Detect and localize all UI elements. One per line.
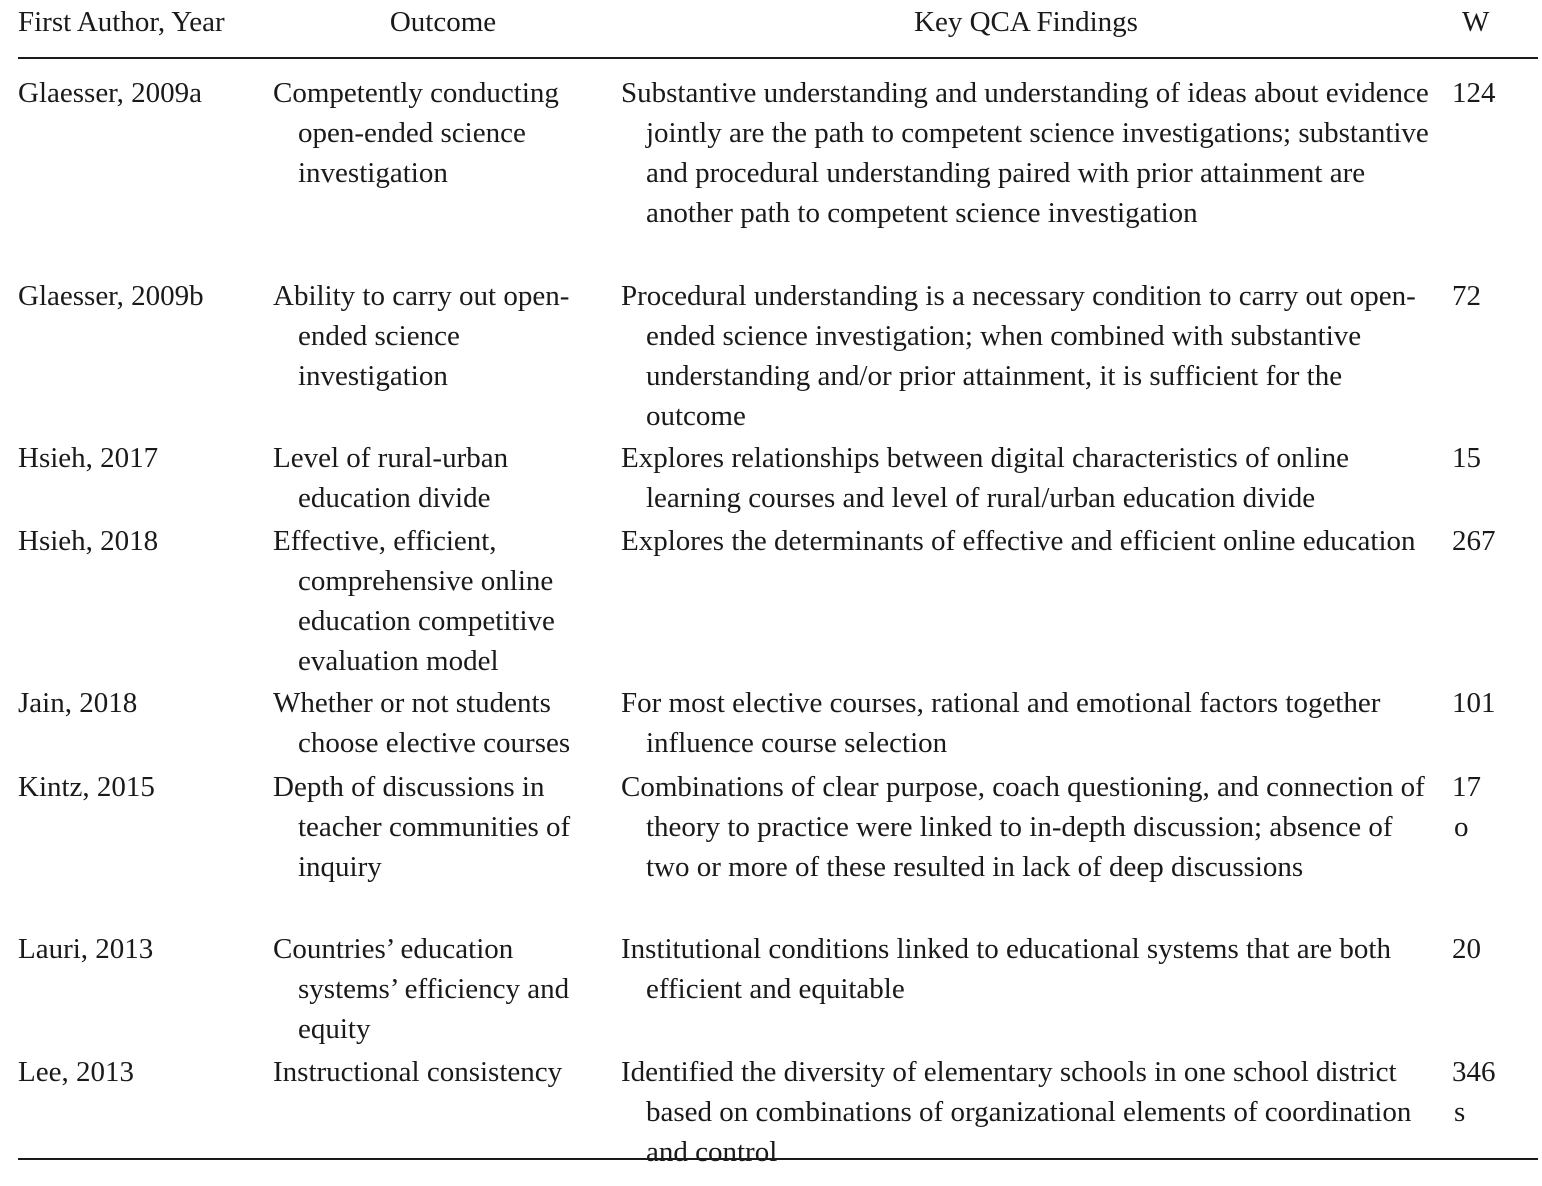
cell-findings: Identified the diversity of elementary schools in one school district based on combinations of organizational elements of coordination and control <box>621 1056 1412 1168</box>
cell-findings: Procedural understanding is a necessary condition to carry out open-ended science investigation; when combined with substantive understanding and/or prior attainment, it is sufficient for the outcome <box>621 280 1416 432</box>
cell-w-value: 17 <box>1452 771 1481 803</box>
table-row <box>18 438 1538 518</box>
cell-author: Jain, 2018 <box>18 687 138 719</box>
cell-w <box>1452 521 1542 561</box>
table-row <box>18 521 1538 681</box>
cell-author: Kintz, 2015 <box>18 771 155 803</box>
cell-findings: Explores relationships between digital characteristics of online learning courses and level of rural/urban education divide <box>621 442 1349 514</box>
cell-author: Hsieh, 2017 <box>18 442 159 474</box>
cell-outcome: Level of rural-urban education divide <box>273 442 509 514</box>
cell-findings: For most elective courses, rational and emotional factors together influence course selection <box>621 687 1381 759</box>
header-outcome: Outcome <box>389 6 497 38</box>
cell-w-value: 124 <box>1452 77 1496 109</box>
cell-w <box>1452 929 1542 969</box>
table-bottom-rule <box>18 1158 1538 1160</box>
table-row <box>18 1052 1538 1172</box>
cell-w <box>1452 767 1542 847</box>
cell-w-value: 101 <box>1452 687 1496 719</box>
table-row <box>18 73 1538 273</box>
header-w-truncated: W <box>1462 6 1490 38</box>
cell-author: Hsieh, 2018 <box>18 525 159 557</box>
cell-outcome: Competently conducting open-ended science investigation <box>273 77 559 189</box>
cell-w-value: 346 <box>1452 1056 1496 1088</box>
table-row <box>18 929 1538 1049</box>
cell-w <box>1452 276 1542 316</box>
cell-outcome: Ability to carry out open-ended science investigation <box>273 280 570 392</box>
cell-findings: Substantive understanding and understanding of ideas about evidence jointly are the path to competent science investigations; substantive and procedural understanding paired with prior attainment are another path to competent science investigation <box>621 77 1429 229</box>
cell-outcome: Whether or not students choose elective courses <box>273 687 571 759</box>
cell-outcome: Instructional consistency <box>273 1056 563 1088</box>
cell-w-value: 20 <box>1452 933 1481 965</box>
cell-author: Glaesser, 2009a <box>18 77 203 109</box>
cell-w <box>1452 73 1542 113</box>
table-row <box>18 683 1538 763</box>
cell-author: Lauri, 2013 <box>18 933 154 965</box>
table-row <box>18 276 1538 436</box>
cell-w-continuation: s <box>1454 1096 1466 1128</box>
header-key-qca-findings: Key QCA Findings <box>914 6 1138 38</box>
cell-w <box>1452 1052 1542 1132</box>
cell-w-value: 267 <box>1452 525 1496 557</box>
cell-w-value: 15 <box>1452 442 1481 474</box>
cell-findings: Institutional conditions linked to educational systems that are both efficient and equitable <box>621 933 1391 1005</box>
cell-outcome: Effective, efficient, comprehensive online education competitive evaluation model <box>273 525 555 677</box>
cell-author: Glaesser, 2009b <box>18 280 204 312</box>
cell-outcome: Countries’ education systems’ efficiency and equity <box>273 933 570 1045</box>
cell-w-continuation: o <box>1454 811 1469 843</box>
cell-w <box>1452 683 1542 723</box>
cell-w <box>1452 438 1542 478</box>
cell-findings: Combinations of clear purpose, coach questioning, and connection of theory to practice were linked to in-depth discussion; absence of two or more of these resulted in lack of deep discussions <box>621 771 1425 883</box>
cell-w-value: 72 <box>1452 280 1481 312</box>
cell-author: Lee, 2013 <box>18 1056 134 1088</box>
cell-outcome: Depth of discussions in teacher communities of inquiry <box>273 771 571 883</box>
table-header-row <box>18 0 1538 59</box>
qca-studies-table <box>18 0 1538 1168</box>
table-row <box>18 767 1538 927</box>
cell-findings: Explores the determinants of effective and efficient online education <box>621 525 1416 557</box>
header-first-author-year: First Author, Year <box>18 6 225 38</box>
